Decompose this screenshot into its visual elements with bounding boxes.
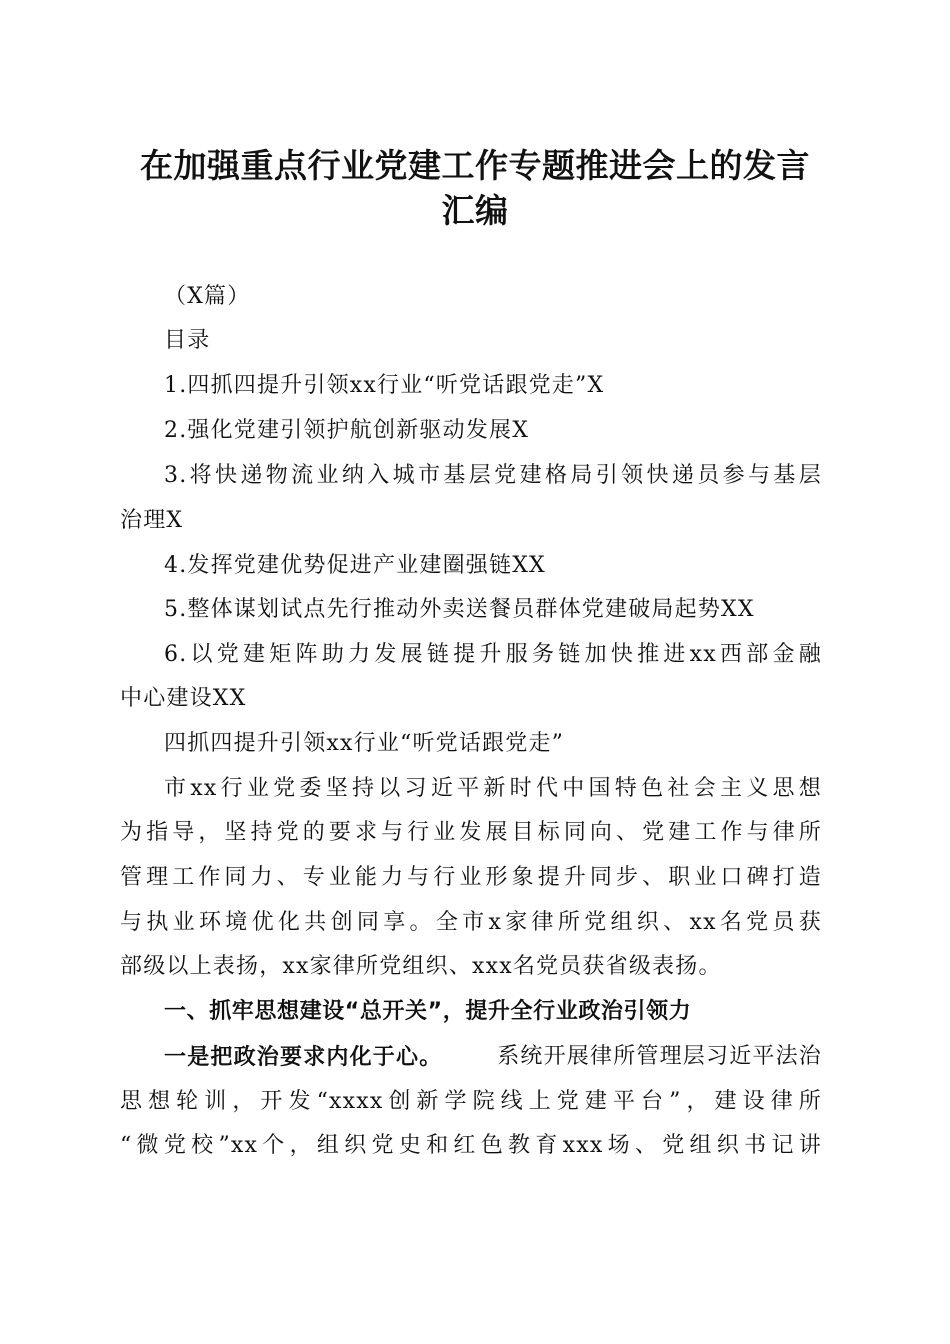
paragraph-line: 部级以上表扬，xx家律所党组织、xxx名党员获省级表扬。 xyxy=(120,954,722,979)
section-heading: 一、抓牢思想建设“总开关”，提升全行业政治引领力 xyxy=(164,999,692,1024)
toc-item: 2.强化党建引领护航创新驱动发展X xyxy=(164,418,530,443)
paragraph-lead: 一是把政治要求内化于心。 xyxy=(164,1044,443,1070)
toc-item: 6.以党建矩阵助力发展链提升服务链加快推进xx西部金融 xyxy=(164,642,822,667)
paragraph-text: 系统开展律所管理层习近平法治 xyxy=(497,1044,822,1069)
toc-heading: 目录 xyxy=(164,328,211,353)
title-line: 汇编 xyxy=(441,191,509,230)
toc-item: 3.将快递物流业纳入城市基层党建格局引领快递员参与基层 xyxy=(164,463,822,488)
paragraph-line: 与执业环境优化共创同享。全市x家律所党组织、xx名党员获 xyxy=(120,910,822,935)
article-title: 四抓四提升引领xx行业“听党话跟党走” xyxy=(164,731,565,756)
count-note: （X篇） xyxy=(164,284,251,309)
paragraph-line: 为指导，坚持党的要求与行业发展目标同向、党建工作与律所 xyxy=(120,820,822,845)
paragraph-line: 管理工作同力、专业能力与行业形象提升同步、职业口碑打造 xyxy=(120,865,822,890)
title-line: 在加强重点行业党建工作专题推进会上的发言 xyxy=(140,146,810,185)
toc-item: 1.四抓四提升引领xx行业“听党话跟党走”X xyxy=(164,373,605,398)
paragraph-line: “微党校”xx个，组织党史和红色教育xxx场、党组织书记讲 xyxy=(120,1133,822,1158)
toc-item: 4.发挥党建优势促进产业建圈强链XX xyxy=(164,553,546,578)
paragraph-line: 思想轮训，开发“xxxx创新学院线上党建平台”，建设律所 xyxy=(120,1089,822,1114)
toc-item-continued: 中心建设XX xyxy=(120,686,247,711)
toc-item: 5.整体谋划试点先行推动外卖送餐员群体党建破局起势XX xyxy=(164,597,755,622)
paragraph-line: 市xx行业党委坚持以习近平新时代中国特色社会主义思想 xyxy=(164,776,822,801)
toc-item-continued: 治理X xyxy=(120,508,184,533)
paragraph-line xyxy=(164,1042,822,1072)
